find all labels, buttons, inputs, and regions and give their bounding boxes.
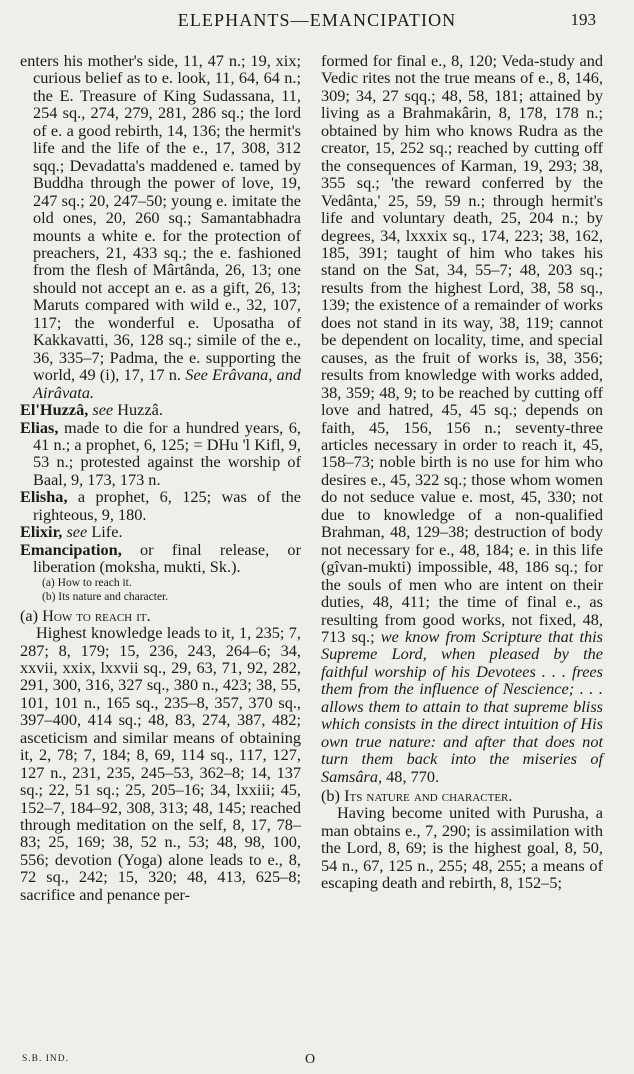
entry-text: a prophet, 6, 125; was of the righteous, 9, 180.	[33, 487, 301, 524]
right-column	[321, 52, 603, 892]
entry-term: Elixir,	[20, 522, 63, 542]
subsection-label: (b)	[321, 786, 340, 806]
left-column	[20, 52, 301, 903]
see-target: Life.	[91, 522, 123, 542]
entry-elias	[20, 419, 301, 489]
subdivision-note-b: (b) Its nature and character.	[42, 591, 169, 604]
subdivision-note-a: (a) How to reach it.	[42, 576, 132, 589]
signature-mark: S.B. IND.	[22, 1054, 70, 1064]
see-reference: See Erâvana, and Airâvata.	[33, 365, 302, 402]
entry-emancipation	[20, 541, 301, 576]
quote-reference: 48, 770.	[386, 766, 440, 786]
see-word: see	[66, 522, 88, 542]
entry-term: Elias,	[20, 417, 59, 437]
signature-letter: O	[305, 1052, 316, 1067]
see-target: Huzzâ.	[117, 400, 163, 420]
see-word: see	[92, 400, 114, 420]
scripture-quote: we know from Scripture that this Supreme Lord, when pleased by the faithful worship of his Devotees . . . frees them from the influence of Nescience; . . . allows them to attain to that supreme bliss which consists in the direct intuition of His own true nature: and after that does not turn them back into the miseries of Samsâra,	[321, 626, 603, 786]
entry-term: El'Huzzâ,	[20, 400, 89, 420]
subsection-heading-a	[20, 607, 301, 624]
entry-text: made to die for a hundred years, 6, 41 n.; a prophet, 6, 125; = DHu 'l Kifl, 9, 53 n.; protested against the worship of Baal, 9, 173, 173 n.	[33, 417, 302, 489]
entry-emancipation-continued	[321, 52, 603, 785]
subsection-title: How to reach it.	[42, 605, 151, 625]
page-number: 193	[570, 10, 596, 29]
entry-text: enters his mother's side, 11, 47 n.; 19, xix; curious belief as to e. look, 11, 64, 64 n.; the E. Treasure of King Sudassana, 11, 254 sq., 274, 279, 281, 286 sq.; the lord of e. a good rebirth, 14, 136; the hermit's life and the life of the e., 17, 308, 312 sqq.; Devadatta's maddened e. tamed by Buddha through the power of love, 19, 247 sq.; 20, 247–50; young e. imitate the old ones, 20, 260 sq.; Samantabhadra mounts a white e. for the protection of preachers, 21, 433 sq.; the e. fashioned from the flesh of Mârtânda, 26, 13; one should not accept an e. as a gift, 26, 13; Maruts compared with wild e., 32, 107, 117; the wonderful e. Uposatha of Kakkavatti, 36, 128 sq.; simile of the e., 36, 335–7; Padma, the e. supporting the world, 49 (i), 17, 17 n.	[20, 51, 301, 385]
entry-el-huzza	[20, 401, 301, 418]
entry-elephants-continued	[20, 52, 301, 401]
entry-term: Elisha,	[20, 487, 68, 507]
entry-elisha	[20, 488, 301, 523]
subsection-text-a: Highest knowledge leads to it, 1, 235; 7, 287; 8, 179; 15, 236, 243, 264–6; 34, xxvii, xxix, lxxvii sq., 29, 63, 71, 92, 282, 291, 300, 316, 327 sq., 380 n., 423; 38, 55, 101, 101 n., 165 sq., 235–8, 357, 370 sq., 397–400, 414 sq.; 48, 83, 274, 387, 482; asceticism and similar means of obtaining it, 2, 78; 7, 184; 8, 69, 114 sq., 117, 127, 127 n., 231, 235, 245–53, 362–8; 14, 137 sq.; 22, 51 sq.; 25, 205–16; 34, lxxiii; 45, 152–7, 184–92, 308, 313; 48, 145; reached through meditation on the self, 8, 17, 78–83; 25, 169; 38, 52 n., 53; 48, 98, 100, 556; devotion (Yoga) alone leads to e., 8, 72 sq., 242; 15, 320; 48, 413, 625–8; sacrifice and penance per-	[20, 623, 301, 904]
subsection-label: (a)	[20, 605, 39, 625]
subsection-heading-b	[321, 787, 603, 804]
subsection-text-b: Having become united with Purusha, a man obtains e., 7, 290; is assimilation with the Lord, 8, 69; is the highest goal, 8, 50, 54 n., 67, 125 n., 255; 48, 255; a means of escaping death and rebirth, 8, 152–5;	[321, 803, 603, 893]
entry-elixir	[20, 523, 301, 540]
running-head: ELEPHANTS—EMANCIPATION	[177, 10, 457, 30]
subsection-title: Its nature and character.	[344, 786, 513, 806]
entry-text: or final release, or liberation (moksha, mukti, Sk.).	[33, 539, 301, 577]
entry-term: Emancipation,	[20, 539, 122, 559]
page-header	[0, 10, 634, 36]
entry-text: formed for final e., 8, 120; Veda-study and Vedic rites not the true means of e., 8, 146, 309; 34, 27 sqq.; 48, 58, 181; attained by living as a Brahmakârin, 8, 178, 178 n.; obtained by him who knows Rudra as the creator, 15, 252 sq.; reached by cutting off the consequences of Karman, 19, 293; 38, 355 sq.; 'the reward conferred by the Vedânta,' 25, 59, 59 n.; through hermit's life and voluntary death, 25, 204 n.; by degrees, 34, lxxxix sq., 174, 223; 38, 162, 185, 391; taught of him who takes his stand on the Sat, 34, 55–7; 48, 203 sq.; results from the highest Lord, 38, 58 sq., 139; the existence of a remainder of works does not stand in its way, 38, 119; cannot be dependent on locality, time, and special causes, as the fruit of works is, 38, 356; results from knowledge with works added, 38, 359; 48, 9; to be reached by cutting off love and hatred, 45, 45 sq.; depends on faith, 45, 156, 156 n.; seventy-three articles necessary in order to reach it, 45, 158–73; noble birth is no use for him who desires e., 45, 322 sq.; those whom women do not seduce value e. most, 45, 330; not due to knowledge of a non-qualified Brahman, 48, 129–38; destruction of body not necessary for e., 48, 184; e. in this life (gîvan-mukti) impossible, 48, 186 sq.; for the souls of men who are intent on their duties, 48, 411; the time of final e., as resulting from good works, not fixed, 48, 713 sq.;	[321, 51, 603, 646]
